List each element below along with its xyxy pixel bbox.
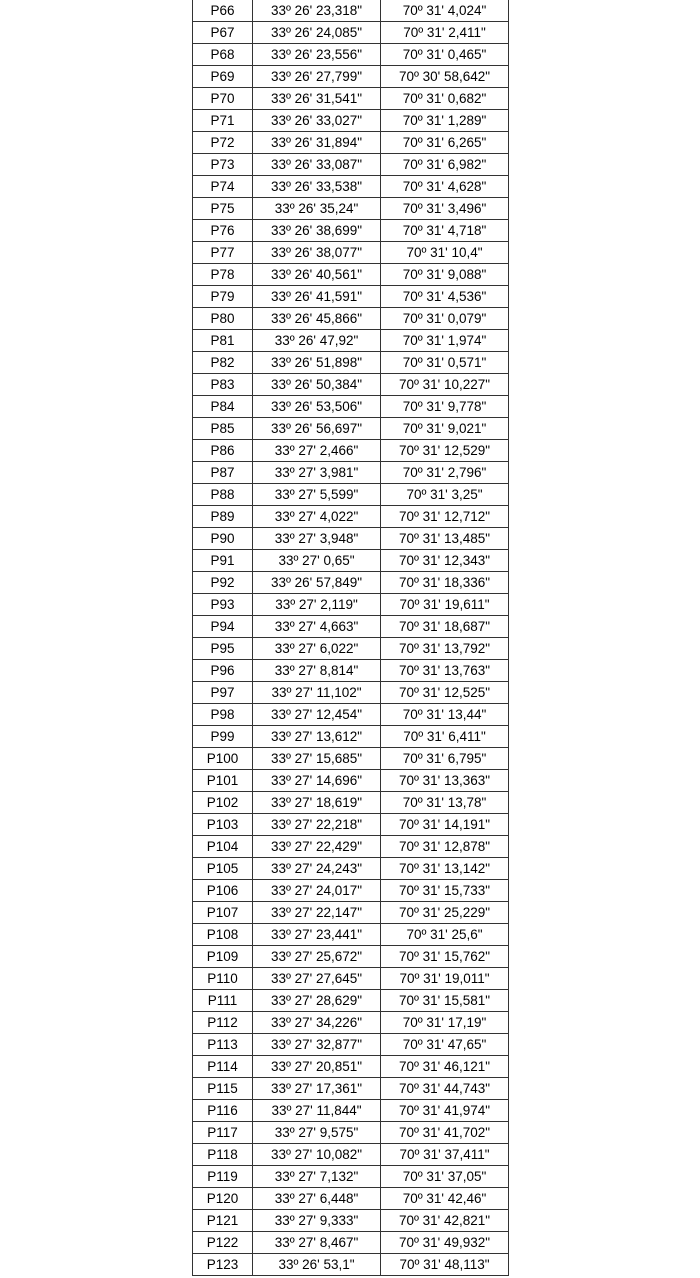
latitude-cell: 33º 26' 57,849" bbox=[253, 572, 381, 594]
latitude-cell: 33º 27' 18,619" bbox=[253, 792, 381, 814]
table-row bbox=[193, 748, 509, 770]
latitude-cell: 33º 27' 2,466" bbox=[253, 440, 381, 462]
table-row bbox=[193, 154, 509, 176]
table-row bbox=[193, 726, 509, 748]
coordinates-table bbox=[192, 0, 509, 1276]
point-id-cell: P110 bbox=[193, 968, 253, 990]
table-row bbox=[193, 792, 509, 814]
latitude-cell: 33º 27' 10,082" bbox=[253, 1144, 381, 1166]
longitude-cell: 70º 30' 58,642" bbox=[381, 66, 509, 88]
table-row bbox=[193, 264, 509, 286]
longitude-cell: 70º 31' 6,411" bbox=[381, 726, 509, 748]
latitude-cell: 33º 27' 14,696" bbox=[253, 770, 381, 792]
point-id-cell: P75 bbox=[193, 198, 253, 220]
table-row bbox=[193, 1012, 509, 1034]
point-id-cell: P102 bbox=[193, 792, 253, 814]
latitude-cell: 33º 27' 24,243" bbox=[253, 858, 381, 880]
longitude-cell: 70º 31' 19,011" bbox=[381, 968, 509, 990]
point-id-cell: P91 bbox=[193, 550, 253, 572]
point-id-cell: P68 bbox=[193, 44, 253, 66]
table-row bbox=[193, 990, 509, 1012]
table-row bbox=[193, 1210, 509, 1232]
point-id-cell: P88 bbox=[193, 484, 253, 506]
longitude-cell: 70º 31' 0,571" bbox=[381, 352, 509, 374]
latitude-cell: 33º 27' 7,132" bbox=[253, 1166, 381, 1188]
latitude-cell: 33º 27' 12,454" bbox=[253, 704, 381, 726]
latitude-cell: 33º 27' 3,981" bbox=[253, 462, 381, 484]
point-id-cell: P113 bbox=[193, 1034, 253, 1056]
table-row bbox=[193, 836, 509, 858]
table-row bbox=[193, 110, 509, 132]
point-id-cell: P81 bbox=[193, 330, 253, 352]
table-row bbox=[193, 704, 509, 726]
longitude-cell: 70º 31' 18,687" bbox=[381, 616, 509, 638]
latitude-cell: 33º 27' 22,218" bbox=[253, 814, 381, 836]
longitude-cell: 70º 31' 25,229" bbox=[381, 902, 509, 924]
table-row bbox=[193, 858, 509, 880]
table-row bbox=[193, 660, 509, 682]
longitude-cell: 70º 31' 14,191" bbox=[381, 814, 509, 836]
point-id-cell: P82 bbox=[193, 352, 253, 374]
latitude-cell: 33º 27' 3,948" bbox=[253, 528, 381, 550]
longitude-cell: 70º 31' 15,581" bbox=[381, 990, 509, 1012]
point-id-cell: P76 bbox=[193, 220, 253, 242]
point-id-cell: P98 bbox=[193, 704, 253, 726]
latitude-cell: 33º 26' 53,506" bbox=[253, 396, 381, 418]
longitude-cell: 70º 31' 13,142" bbox=[381, 858, 509, 880]
longitude-cell: 70º 31' 4,024" bbox=[381, 0, 509, 22]
point-id-cell: P86 bbox=[193, 440, 253, 462]
point-id-cell: P80 bbox=[193, 308, 253, 330]
latitude-cell: 33º 26' 24,085" bbox=[253, 22, 381, 44]
table-row bbox=[193, 638, 509, 660]
point-id-cell: P71 bbox=[193, 110, 253, 132]
longitude-cell: 70º 31' 49,932" bbox=[381, 1232, 509, 1254]
latitude-cell: 33º 26' 51,898" bbox=[253, 352, 381, 374]
point-id-cell: P118 bbox=[193, 1144, 253, 1166]
latitude-cell: 33º 27' 6,448" bbox=[253, 1188, 381, 1210]
longitude-cell: 70º 31' 47,65" bbox=[381, 1034, 509, 1056]
longitude-cell: 70º 31' 48,113" bbox=[381, 1254, 509, 1276]
point-id-cell: P101 bbox=[193, 770, 253, 792]
latitude-cell: 33º 26' 50,384" bbox=[253, 374, 381, 396]
point-id-cell: P89 bbox=[193, 506, 253, 528]
latitude-cell: 33º 27' 11,102" bbox=[253, 682, 381, 704]
point-id-cell: P112 bbox=[193, 1012, 253, 1034]
longitude-cell: 70º 31' 2,796" bbox=[381, 462, 509, 484]
table-row bbox=[193, 968, 509, 990]
longitude-cell: 70º 31' 10,4" bbox=[381, 242, 509, 264]
table-row bbox=[193, 198, 509, 220]
point-id-cell: P117 bbox=[193, 1122, 253, 1144]
table-row bbox=[193, 682, 509, 704]
latitude-cell: 33º 27' 2,119" bbox=[253, 594, 381, 616]
latitude-cell: 33º 27' 32,877" bbox=[253, 1034, 381, 1056]
point-id-cell: P66 bbox=[193, 0, 253, 22]
latitude-cell: 33º 27' 23,441" bbox=[253, 924, 381, 946]
point-id-cell: P95 bbox=[193, 638, 253, 660]
latitude-cell: 33º 26' 47,92" bbox=[253, 330, 381, 352]
point-id-cell: P111 bbox=[193, 990, 253, 1012]
latitude-cell: 33º 27' 24,017" bbox=[253, 880, 381, 902]
point-id-cell: P119 bbox=[193, 1166, 253, 1188]
latitude-cell: 33º 27' 6,022" bbox=[253, 638, 381, 660]
point-id-cell: P77 bbox=[193, 242, 253, 264]
table-row bbox=[193, 352, 509, 374]
latitude-cell: 33º 27' 13,612" bbox=[253, 726, 381, 748]
table-row bbox=[193, 44, 509, 66]
latitude-cell: 33º 27' 17,361" bbox=[253, 1078, 381, 1100]
table-row bbox=[193, 1078, 509, 1100]
point-id-cell: P74 bbox=[193, 176, 253, 198]
latitude-cell: 33º 26' 56,697" bbox=[253, 418, 381, 440]
latitude-cell: 33º 26' 35,24" bbox=[253, 198, 381, 220]
latitude-cell: 33º 27' 20,851" bbox=[253, 1056, 381, 1078]
point-id-cell: P96 bbox=[193, 660, 253, 682]
longitude-cell: 70º 31' 41,974" bbox=[381, 1100, 509, 1122]
table-row bbox=[193, 1034, 509, 1056]
point-id-cell: P83 bbox=[193, 374, 253, 396]
latitude-cell: 33º 27' 9,333" bbox=[253, 1210, 381, 1232]
table-row bbox=[193, 484, 509, 506]
table-row bbox=[193, 308, 509, 330]
point-id-cell: P72 bbox=[193, 132, 253, 154]
point-id-cell: P67 bbox=[193, 22, 253, 44]
point-id-cell: P73 bbox=[193, 154, 253, 176]
table-row bbox=[193, 176, 509, 198]
table-row bbox=[193, 616, 509, 638]
latitude-cell: 33º 27' 34,226" bbox=[253, 1012, 381, 1034]
point-id-cell: P79 bbox=[193, 286, 253, 308]
table-row bbox=[193, 0, 509, 22]
table-row bbox=[193, 528, 509, 550]
point-id-cell: P92 bbox=[193, 572, 253, 594]
point-id-cell: P107 bbox=[193, 902, 253, 924]
table-row bbox=[193, 1144, 509, 1166]
table-row bbox=[193, 220, 509, 242]
longitude-cell: 70º 31' 42,46" bbox=[381, 1188, 509, 1210]
latitude-cell: 33º 27' 0,65" bbox=[253, 550, 381, 572]
longitude-cell: 70º 31' 0,682" bbox=[381, 88, 509, 110]
table-row bbox=[193, 770, 509, 792]
point-id-cell: P105 bbox=[193, 858, 253, 880]
point-id-cell: P85 bbox=[193, 418, 253, 440]
point-id-cell: P103 bbox=[193, 814, 253, 836]
latitude-cell: 33º 27' 8,467" bbox=[253, 1232, 381, 1254]
table-row bbox=[193, 946, 509, 968]
longitude-cell: 70º 31' 18,336" bbox=[381, 572, 509, 594]
latitude-cell: 33º 26' 23,556" bbox=[253, 44, 381, 66]
latitude-cell: 33º 26' 33,027" bbox=[253, 110, 381, 132]
point-id-cell: P69 bbox=[193, 66, 253, 88]
table-row bbox=[193, 1166, 509, 1188]
table-row bbox=[193, 66, 509, 88]
point-id-cell: P106 bbox=[193, 880, 253, 902]
longitude-cell: 70º 31' 12,525" bbox=[381, 682, 509, 704]
latitude-cell: 33º 26' 38,077" bbox=[253, 242, 381, 264]
point-id-cell: P78 bbox=[193, 264, 253, 286]
longitude-cell: 70º 31' 4,628" bbox=[381, 176, 509, 198]
point-id-cell: P104 bbox=[193, 836, 253, 858]
table-row bbox=[193, 22, 509, 44]
longitude-cell: 70º 31' 12,343" bbox=[381, 550, 509, 572]
latitude-cell: 33º 26' 53,1" bbox=[253, 1254, 381, 1276]
table-row bbox=[193, 396, 509, 418]
longitude-cell: 70º 31' 1,974" bbox=[381, 330, 509, 352]
table-row bbox=[193, 924, 509, 946]
point-id-cell: P120 bbox=[193, 1188, 253, 1210]
latitude-cell: 33º 27' 27,645" bbox=[253, 968, 381, 990]
table-row bbox=[193, 418, 509, 440]
longitude-cell: 70º 31' 0,465" bbox=[381, 44, 509, 66]
longitude-cell: 70º 31' 13,363" bbox=[381, 770, 509, 792]
table-row bbox=[193, 132, 509, 154]
table-row bbox=[193, 1232, 509, 1254]
latitude-cell: 33º 26' 45,866" bbox=[253, 308, 381, 330]
longitude-cell: 70º 31' 15,762" bbox=[381, 946, 509, 968]
table-row bbox=[193, 1122, 509, 1144]
longitude-cell: 70º 31' 13,485" bbox=[381, 528, 509, 550]
longitude-cell: 70º 31' 1,289" bbox=[381, 110, 509, 132]
longitude-cell: 70º 31' 9,021" bbox=[381, 418, 509, 440]
latitude-cell: 33º 26' 38,699" bbox=[253, 220, 381, 242]
latitude-cell: 33º 26' 31,894" bbox=[253, 132, 381, 154]
latitude-cell: 33º 27' 25,672" bbox=[253, 946, 381, 968]
latitude-cell: 33º 26' 33,087" bbox=[253, 154, 381, 176]
table-row bbox=[193, 902, 509, 924]
longitude-cell: 70º 31' 4,536" bbox=[381, 286, 509, 308]
table-row bbox=[193, 1188, 509, 1210]
longitude-cell: 70º 31' 3,25" bbox=[381, 484, 509, 506]
table-row bbox=[193, 506, 509, 528]
longitude-cell: 70º 31' 13,78" bbox=[381, 792, 509, 814]
longitude-cell: 70º 31' 17,19" bbox=[381, 1012, 509, 1034]
table-row bbox=[193, 572, 509, 594]
longitude-cell: 70º 31' 10,227" bbox=[381, 374, 509, 396]
coordinates-table-body bbox=[193, 0, 509, 1276]
latitude-cell: 33º 26' 41,591" bbox=[253, 286, 381, 308]
latitude-cell: 33º 26' 40,561" bbox=[253, 264, 381, 286]
longitude-cell: 70º 31' 6,982" bbox=[381, 154, 509, 176]
table-row bbox=[193, 594, 509, 616]
table-row bbox=[193, 814, 509, 836]
longitude-cell: 70º 31' 12,878" bbox=[381, 836, 509, 858]
latitude-cell: 33º 27' 5,599" bbox=[253, 484, 381, 506]
latitude-cell: 33º 27' 4,022" bbox=[253, 506, 381, 528]
table-row bbox=[193, 88, 509, 110]
point-id-cell: P93 bbox=[193, 594, 253, 616]
longitude-cell: 70º 31' 6,265" bbox=[381, 132, 509, 154]
point-id-cell: P70 bbox=[193, 88, 253, 110]
table-row bbox=[193, 242, 509, 264]
latitude-cell: 33º 27' 8,814" bbox=[253, 660, 381, 682]
point-id-cell: P97 bbox=[193, 682, 253, 704]
longitude-cell: 70º 31' 2,411" bbox=[381, 22, 509, 44]
point-id-cell: P115 bbox=[193, 1078, 253, 1100]
latitude-cell: 33º 26' 23,318" bbox=[253, 0, 381, 22]
table-row bbox=[193, 330, 509, 352]
point-id-cell: P109 bbox=[193, 946, 253, 968]
longitude-cell: 70º 31' 9,778" bbox=[381, 396, 509, 418]
latitude-cell: 33º 26' 31,541" bbox=[253, 88, 381, 110]
table-row bbox=[193, 440, 509, 462]
table-row bbox=[193, 462, 509, 484]
table-row bbox=[193, 1100, 509, 1122]
table-row bbox=[193, 1254, 509, 1276]
longitude-cell: 70º 31' 25,6" bbox=[381, 924, 509, 946]
point-id-cell: P114 bbox=[193, 1056, 253, 1078]
table-row bbox=[193, 1056, 509, 1078]
latitude-cell: 33º 27' 4,663" bbox=[253, 616, 381, 638]
longitude-cell: 70º 31' 42,821" bbox=[381, 1210, 509, 1232]
table-row bbox=[193, 550, 509, 572]
longitude-cell: 70º 31' 12,712" bbox=[381, 506, 509, 528]
longitude-cell: 70º 31' 0,079" bbox=[381, 308, 509, 330]
longitude-cell: 70º 31' 37,05" bbox=[381, 1166, 509, 1188]
longitude-cell: 70º 31' 13,792" bbox=[381, 638, 509, 660]
longitude-cell: 70º 31' 37,411" bbox=[381, 1144, 509, 1166]
latitude-cell: 33º 27' 22,429" bbox=[253, 836, 381, 858]
longitude-cell: 70º 31' 13,44" bbox=[381, 704, 509, 726]
point-id-cell: P94 bbox=[193, 616, 253, 638]
longitude-cell: 70º 31' 3,496" bbox=[381, 198, 509, 220]
latitude-cell: 33º 26' 27,799" bbox=[253, 66, 381, 88]
point-id-cell: P87 bbox=[193, 462, 253, 484]
longitude-cell: 70º 31' 6,795" bbox=[381, 748, 509, 770]
longitude-cell: 70º 31' 44,743" bbox=[381, 1078, 509, 1100]
latitude-cell: 33º 27' 22,147" bbox=[253, 902, 381, 924]
longitude-cell: 70º 31' 19,611" bbox=[381, 594, 509, 616]
longitude-cell: 70º 31' 13,763" bbox=[381, 660, 509, 682]
point-id-cell: P99 bbox=[193, 726, 253, 748]
point-id-cell: P116 bbox=[193, 1100, 253, 1122]
latitude-cell: 33º 26' 33,538" bbox=[253, 176, 381, 198]
latitude-cell: 33º 27' 9,575" bbox=[253, 1122, 381, 1144]
longitude-cell: 70º 31' 15,733" bbox=[381, 880, 509, 902]
longitude-cell: 70º 31' 46,121" bbox=[381, 1056, 509, 1078]
point-id-cell: P122 bbox=[193, 1232, 253, 1254]
point-id-cell: P100 bbox=[193, 748, 253, 770]
latitude-cell: 33º 27' 15,685" bbox=[253, 748, 381, 770]
point-id-cell: P90 bbox=[193, 528, 253, 550]
longitude-cell: 70º 31' 4,718" bbox=[381, 220, 509, 242]
longitude-cell: 70º 31' 9,088" bbox=[381, 264, 509, 286]
longitude-cell: 70º 31' 12,529" bbox=[381, 440, 509, 462]
table-row bbox=[193, 374, 509, 396]
point-id-cell: P121 bbox=[193, 1210, 253, 1232]
table-row bbox=[193, 286, 509, 308]
point-id-cell: P108 bbox=[193, 924, 253, 946]
longitude-cell: 70º 31' 41,702" bbox=[381, 1122, 509, 1144]
table-row bbox=[193, 880, 509, 902]
point-id-cell: P123 bbox=[193, 1254, 253, 1276]
point-id-cell: P84 bbox=[193, 396, 253, 418]
latitude-cell: 33º 27' 11,844" bbox=[253, 1100, 381, 1122]
latitude-cell: 33º 27' 28,629" bbox=[253, 990, 381, 1012]
